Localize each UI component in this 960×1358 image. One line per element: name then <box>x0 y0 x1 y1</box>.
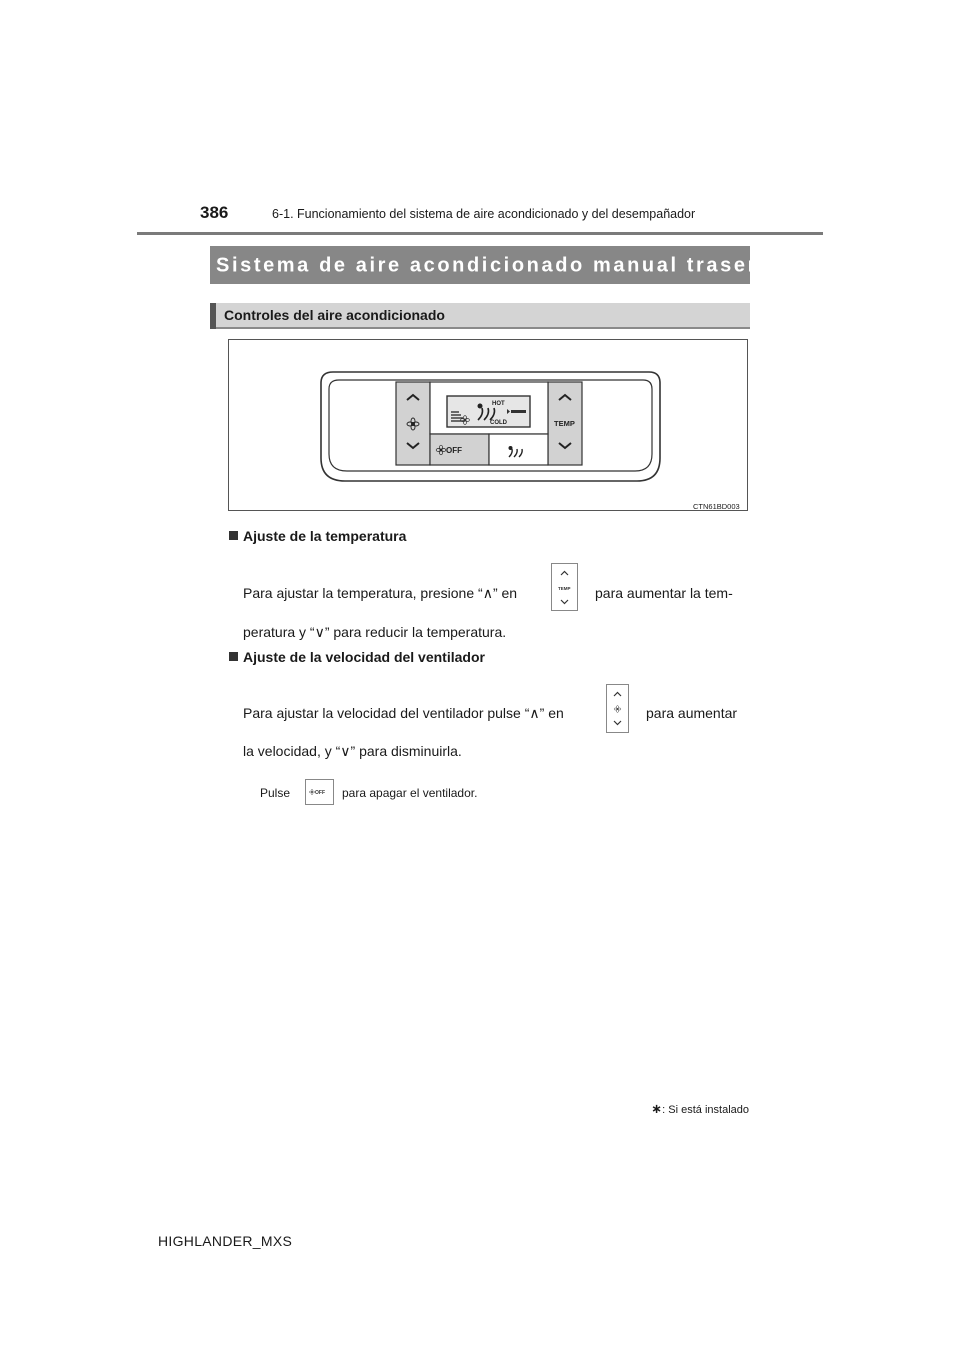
fan-off-inline-drawing <box>306 780 333 804</box>
up-symbol: ∧ <box>482 585 493 601</box>
hot-label: HOT <box>492 401 505 407</box>
inline-off-label: OFF <box>315 790 325 796</box>
bullet-square <box>229 531 238 540</box>
control-panel-drawing <box>229 340 747 510</box>
off-label: OFF <box>446 446 462 455</box>
bullet-square <box>229 652 238 661</box>
fan-off-inline <box>305 779 334 805</box>
temperature-heading: Ajuste de la temperatura <box>229 528 406 544</box>
fan-line-1-end: para aumentar <box>646 705 738 721</box>
temperature-line-1-end: para aumentar la tem- <box>595 585 733 601</box>
subtitle: Controles del aire acondicionado <box>224 307 445 323</box>
temp-rocker-inline-drawing <box>552 564 577 610</box>
footnote: ∗: Si está instalado <box>651 1101 749 1116</box>
subtitle-bar <box>210 303 216 329</box>
figure-code: CTN61BD003 <box>693 502 740 511</box>
chevron-down-icon <box>561 600 568 604</box>
temp-rocker-inline <box>551 563 578 611</box>
fan-heading: Ajuste de la velocidad del ventilador <box>229 649 485 665</box>
chevron-down-icon <box>614 721 621 725</box>
fan-icon <box>614 706 621 713</box>
fan-rocker-inline <box>606 684 629 733</box>
temp-label: TEMP <box>554 419 575 428</box>
up-symbol: ∧ <box>529 705 540 721</box>
fan-line-1: Para ajustar la velocidad del ventilador pulse “∧” en <box>243 705 564 721</box>
chevron-up-icon <box>561 572 568 576</box>
down-symbol: ∨ <box>314 624 325 640</box>
main-title: Sistema de aire acondicionado manual trasero <box>216 254 773 277</box>
cold-label: COLD <box>490 420 507 426</box>
down-symbol: ∨ <box>340 743 351 759</box>
off-note-pre: Pulse <box>260 786 291 800</box>
header-rule <box>137 232 823 235</box>
subtitle-banner <box>210 303 750 329</box>
main-title-banner <box>210 246 785 284</box>
footer-model: HIGHLANDER_MXS <box>158 1233 293 1249</box>
footnote-mark: ∗ <box>651 1101 663 1116</box>
off-note-post: para apagar el ventilador. <box>342 786 478 800</box>
inline-temp-label: TEMP <box>558 586 571 591</box>
page-number: 386 <box>200 203 229 222</box>
temperature-line-1: Para ajustar la temperatura, presione “∧” en <box>243 585 518 601</box>
temperature-line-2: peratura y “∨” para reducir la temperatura. <box>243 624 507 640</box>
fan-line-2: la velocidad, y “∨” para disminuirla. <box>243 743 462 759</box>
installed-mark: ∗ <box>774 253 785 267</box>
temp-level-bar <box>511 410 526 413</box>
section-title: 6-1. Funcionamiento del sistema de aire acondicionado y del desempañador <box>272 207 696 221</box>
airflow-button <box>489 434 548 465</box>
fan-rocker-inline-drawing <box>607 685 628 732</box>
control-panel-figure <box>228 339 748 511</box>
fan-off-icon <box>309 789 315 795</box>
chevron-up-icon <box>614 693 621 697</box>
